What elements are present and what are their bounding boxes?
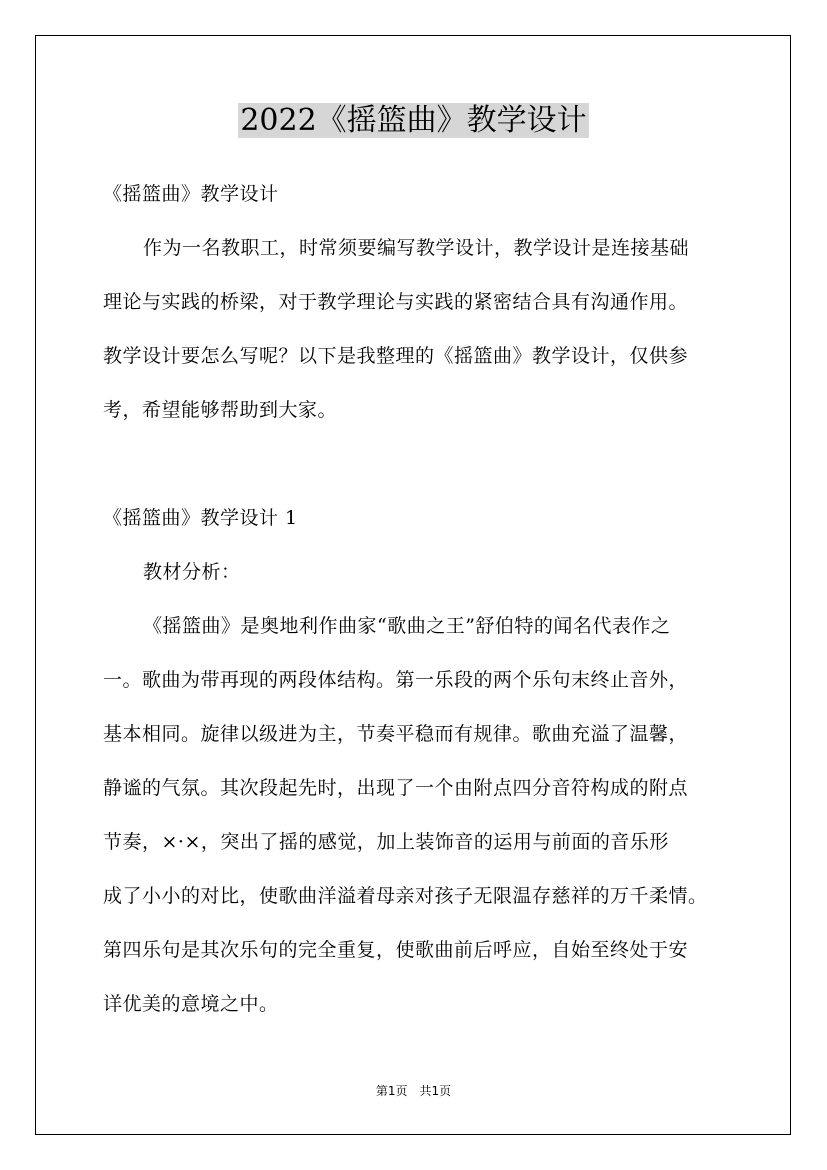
body-line-1: 《摇篮曲》是奥地利作曲家“歌曲之王”舒伯特的闻名代表作之 (143, 615, 671, 637)
subtitle: 《摇篮曲》教学设计 (103, 183, 279, 205)
subheading: 教材分析： (143, 561, 241, 583)
intro-line-3: 教学设计要怎么写呢？以下是我整理的《摇篮曲》教学设计，仅供参 (103, 345, 689, 367)
document-title-text: 2022《摇篮曲》教学设计 (240, 103, 587, 138)
intro-line-1: 作为一名教职工，时常须要编写教学设计，教学设计是连接基础 (143, 237, 690, 259)
body-line-8: 详优美的意境之中。 (103, 993, 279, 1015)
body-line-7: 第四乐句是其次乐句的完全重复，使歌曲前后呼应，自始至终处于安 (103, 939, 689, 961)
body-line-5: 节奏，×·×，突出了摇的感觉，加上装饰音的运用与前面的音乐形 (103, 831, 669, 853)
body-line-2: 一。歌曲为带再现的两段体结构。第一乐段的两个乐句末终止音外， (103, 669, 689, 691)
document-title (0, 101, 827, 141)
body-line-4: 静谧的气氛。其次段起先时，出现了一个由附点四分音符构成的附点 (103, 777, 689, 799)
page-footer: 第1页 共1页 (375, 1084, 452, 1098)
body-line-6: 成了小小的对比，使歌曲洋溢着母亲对孩子无限温存慈祥的万千柔情。 (103, 885, 708, 907)
body-line-3: 基本相同。旋律以级进为主，节奏平稳而有规律。歌曲充溢了温馨， (103, 723, 689, 745)
section-heading: 《摇篮曲》教学设计 1 (103, 507, 298, 529)
intro-line-2: 理论与实践的桥梁，对于教学理论与实践的紧密结合具有沟通作用。 (103, 291, 689, 313)
intro-line-4: 考，希望能够帮助到大家。 (103, 399, 338, 421)
